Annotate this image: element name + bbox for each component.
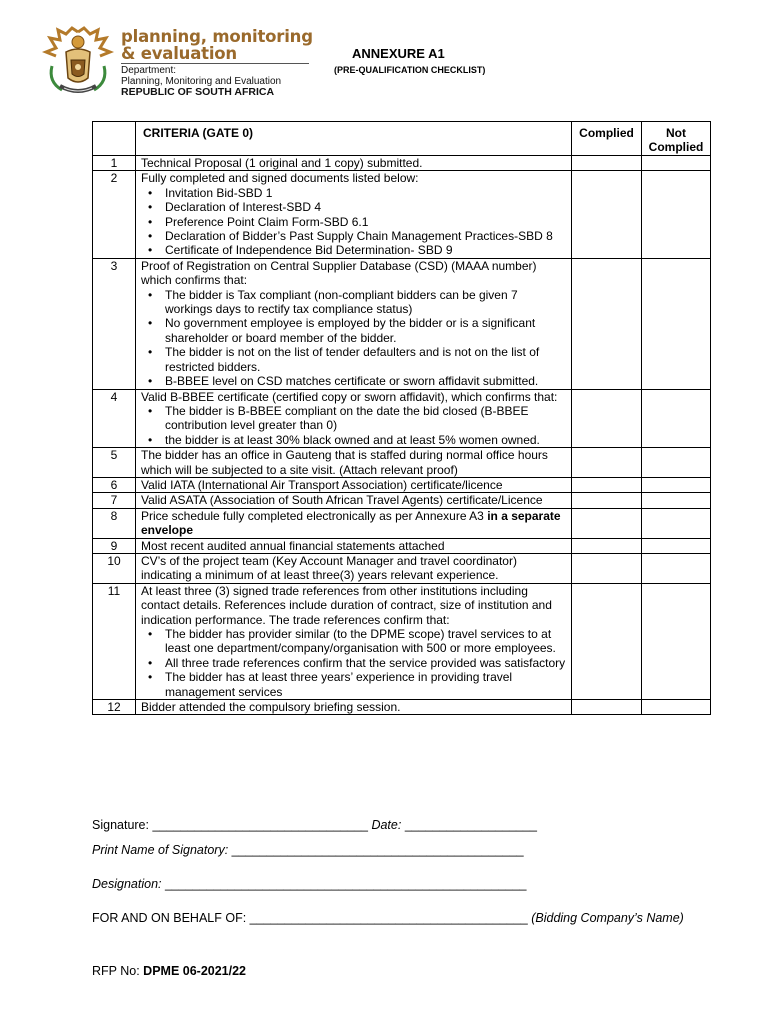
row-number: 1 (93, 156, 136, 171)
dept-name: Planning, Monitoring and Evaluation (121, 75, 282, 87)
table-row (93, 448, 711, 478)
complied-cell[interactable] (572, 171, 642, 258)
table-row (93, 583, 711, 699)
designation-field[interactable]: ____________________________________________________ (164, 877, 527, 891)
not-complied-cell[interactable] (642, 448, 711, 478)
criteria-text: Valid IATA (International Air Transport Association) certificate/licence (141, 477, 503, 492)
list-item: • Preference Point Claim Form-SBD 6.1 (165, 215, 568, 229)
not-complied-cell[interactable] (642, 156, 711, 171)
table-row (93, 258, 711, 389)
table-row (93, 553, 711, 583)
not-complied-cell[interactable] (642, 583, 711, 699)
checklist-subtitle: (PRE-QUALIFICATION CHECKLIST) (334, 65, 486, 75)
criteria-text: Most recent audited annual financial statements attached (141, 538, 445, 553)
criteria-text: CV’s of the project team (Key Account Manager and travel coordinator) indicating a minimum of at least three(3) years relevant experience. (141, 553, 517, 583)
list-item: • Certificate of Independence Bid Determination- SBD 9 (165, 243, 568, 257)
row-number: 2 (93, 171, 136, 258)
complied-cell[interactable] (572, 493, 642, 508)
annexure-title: ANNEXURE A1 (352, 46, 445, 61)
criteria-text: Proof of Registration on Central Supplier Database (CSD) (MAAA number) which confirms that: (141, 258, 537, 288)
not-complied-cell[interactable] (642, 508, 711, 538)
header-not-complied-line2: Complied (648, 140, 704, 155)
criteria-emphasis: in a separate envelope (141, 508, 561, 538)
row-criteria (136, 700, 572, 715)
coat-of-arms-logo (38, 26, 118, 98)
signature-field[interactable]: _______________________________ (152, 818, 368, 832)
not-complied-cell[interactable] (642, 171, 711, 258)
rfp-value: DPME 06-2021/22 (143, 964, 247, 978)
prequalification-table (92, 121, 711, 715)
designation-line (92, 877, 526, 891)
criteria-text: The bidder has an office in Gauteng that is staffed during normal office hours which will be subjected to a site visit. (Attach relevant proof) (141, 448, 548, 477)
list-item: • The bidder has provider similar (to the DPME scope) travel services to at least one department/company/organisation with 500 or more employees. (165, 627, 568, 656)
row-criteria (136, 156, 572, 171)
row-number: 7 (93, 493, 136, 508)
criteria-text: Fully completed and signed documents listed below: (141, 171, 419, 186)
dept-label: Department: (121, 65, 177, 76)
brand-line-2: & evaluation (121, 44, 237, 63)
list-item: • Declaration of Bidder’s Past Supply Chain Management Practices-SBD 8 (165, 229, 568, 243)
table-row (93, 493, 711, 508)
list-item: • No government employee is employed by the bidder or is a significant shareholder or board member of the bidder. (165, 316, 568, 345)
criteria-text: Valid ASATA (Association of South African Travel Agents) certificate/Licence (141, 493, 543, 508)
complied-cell[interactable] (572, 448, 642, 478)
header-criteria: CRITERIA (GATE 0) (136, 122, 572, 156)
header-not-complied (642, 122, 711, 156)
not-complied-cell[interactable] (642, 493, 711, 508)
criteria-bullet-list (141, 404, 568, 447)
criteria-bullet-list (141, 288, 568, 389)
complied-cell[interactable] (572, 553, 642, 583)
row-criteria (136, 538, 572, 553)
criteria-text: Technical Proposal (1 original and 1 copy) submitted. (141, 156, 423, 170)
row-number: 5 (93, 448, 136, 478)
signature-label: Signature: (92, 818, 153, 832)
row-criteria (136, 389, 572, 448)
table-row (93, 171, 711, 258)
row-number: 4 (93, 389, 136, 448)
complied-cell[interactable] (572, 700, 642, 715)
complied-cell[interactable] (572, 583, 642, 699)
designation-label: Designation: (92, 877, 165, 891)
row-criteria (136, 258, 572, 389)
table-row (93, 156, 711, 171)
list-item: • the bidder is at least 30% black owned and at least 5% women owned. (165, 433, 568, 447)
brand-divider (121, 63, 309, 64)
row-number: 6 (93, 477, 136, 492)
row-criteria (136, 583, 572, 699)
row-number: 12 (93, 700, 136, 715)
table-header-row (93, 122, 711, 156)
rfp-number (92, 964, 246, 978)
complied-cell[interactable] (572, 389, 642, 448)
row-number: 3 (93, 258, 136, 389)
criteria-text: Valid B-BBEE certificate (certified copy or sworn affidavit), which confirms that: (141, 389, 558, 404)
complied-cell[interactable] (572, 508, 642, 538)
row-number: 9 (93, 538, 136, 553)
table-row (93, 389, 711, 448)
criteria-text: Bidder attended the compulsory briefing session. (141, 700, 401, 715)
header-not-complied-line1: Not (666, 126, 686, 140)
row-criteria (136, 508, 572, 538)
not-complied-cell[interactable] (642, 538, 711, 553)
row-criteria (136, 171, 572, 258)
print-name-label: Print Name of Signatory: (92, 843, 232, 857)
list-item: • The bidder is Tax compliant (non-compliant bidders can be given 7 workings days to rectify tax compliance status) (165, 288, 568, 317)
complied-cell[interactable] (572, 538, 642, 553)
not-complied-cell[interactable] (642, 258, 711, 389)
list-item: • B-BBEE level on CSD matches certificate or sworn affidavit submitted. (165, 374, 568, 388)
criteria-bullet-list (141, 186, 568, 258)
company-name-note: (Bidding Company’s Name) (527, 911, 684, 925)
complied-cell[interactable] (572, 258, 642, 389)
on-behalf-field[interactable]: ________________________________________ (249, 911, 528, 925)
print-name-line (92, 843, 524, 857)
criteria-text: Price schedule fully completed electronically as per Annexure A3 (141, 508, 488, 523)
on-behalf-label: FOR AND ON BEHALF OF: (92, 911, 250, 925)
list-item: • The bidder has at least three years’ experience in providing travel management services (165, 670, 568, 699)
table-row (93, 477, 711, 492)
header-complied: Complied (572, 122, 642, 156)
date-label: Date: (367, 818, 405, 832)
complied-cell[interactable] (572, 477, 642, 492)
list-item: • The bidder is B-BBEE compliant on the date the bid closed (B-BBEE contribution level greater than 0) (165, 404, 568, 433)
list-item: • The bidder is not on the list of tender defaulters and is not on the list of restricted bidders. (165, 345, 568, 374)
table-row (93, 508, 711, 538)
table-row (93, 700, 711, 715)
row-criteria (136, 477, 572, 492)
signature-line (92, 818, 537, 832)
not-complied-cell[interactable] (642, 477, 711, 492)
row-number: 10 (93, 553, 136, 583)
header-num-cell (93, 122, 136, 156)
criteria-text: At least three (3) signed trade references from other institutions including contact details. References include duration of contract, size of institution and indication performance. The trade references confirm that: (141, 583, 552, 627)
row-criteria (136, 553, 572, 583)
not-complied-cell[interactable] (642, 700, 711, 715)
on-behalf-line (92, 911, 684, 925)
list-item: • All three trade references confirm that the service provided was satisfactory (165, 656, 568, 670)
row-criteria (136, 448, 572, 478)
not-complied-cell[interactable] (642, 553, 711, 583)
date-field[interactable]: ___________________ (404, 818, 537, 832)
not-complied-cell[interactable] (642, 389, 711, 448)
criteria-bullet-list (141, 627, 568, 699)
brand-line-1: planning, monitoring (121, 27, 313, 46)
row-number: 8 (93, 508, 136, 538)
row-criteria (136, 493, 572, 508)
list-item: • Invitation Bid-SBD 1 (165, 186, 568, 200)
row-number: 11 (93, 583, 136, 699)
print-name-field[interactable]: __________________________________________ (231, 843, 524, 857)
complied-cell[interactable] (572, 156, 642, 171)
department-header (121, 28, 321, 98)
rfp-label: RFP No: (92, 964, 144, 978)
dept-country: REPUBLIC OF SOUTH AFRICA (121, 86, 275, 98)
list-item: • Declaration of Interest-SBD 4 (165, 200, 568, 214)
table-row (93, 538, 711, 553)
